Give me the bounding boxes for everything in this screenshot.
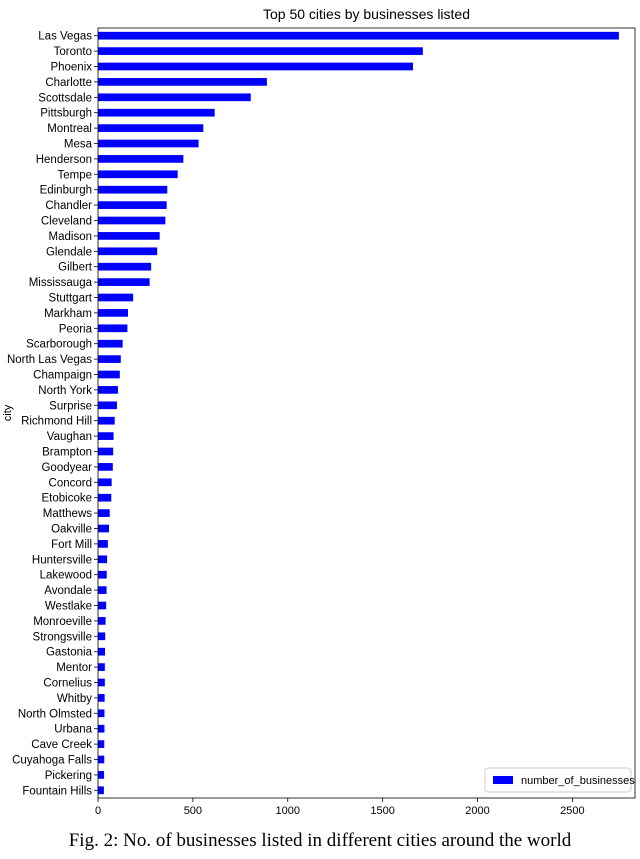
x-tick-label: 500 xyxy=(183,805,203,817)
category-label: Strongsville xyxy=(32,631,92,644)
category-label: Richmond Hill xyxy=(21,415,92,428)
category-label: Cornelius xyxy=(43,677,92,690)
x-tick-label: 2500 xyxy=(560,805,585,817)
legend-label: number_of_businesses xyxy=(521,775,635,787)
bar xyxy=(98,63,413,71)
bar xyxy=(98,509,110,517)
bar xyxy=(98,540,108,548)
category-label: Monroeville xyxy=(33,615,92,628)
category-label: Mississauga xyxy=(28,277,92,290)
category-label: Toronto xyxy=(53,46,92,59)
bar xyxy=(98,109,215,117)
category-label: Champaign xyxy=(33,369,92,382)
chart-title: Top 50 cities by businesses listed xyxy=(263,6,470,22)
category-label: Mesa xyxy=(63,138,92,151)
category-label: North Olmsted xyxy=(17,708,92,721)
category-label: Pickering xyxy=(44,769,92,782)
category-label: Matthews xyxy=(42,508,92,521)
category-label: Tempe xyxy=(57,169,92,182)
category-label: Lakewood xyxy=(39,569,92,582)
category-label: Phoenix xyxy=(50,61,92,74)
bar xyxy=(98,478,112,486)
bar xyxy=(98,555,107,563)
category-label: Gastonia xyxy=(45,646,92,659)
legend xyxy=(485,768,635,792)
category-label: Las Vegas xyxy=(38,30,92,43)
category-label: Charlotte xyxy=(45,76,92,89)
category-label: Concord xyxy=(48,477,92,490)
bar xyxy=(98,155,183,163)
bar xyxy=(98,278,150,286)
bar xyxy=(98,725,104,733)
category-label: Scarborough xyxy=(26,338,92,351)
category-label: Mentor xyxy=(56,662,92,675)
bar xyxy=(98,617,106,625)
category-label: Peoria xyxy=(58,323,92,336)
x-tick-label: 2000 xyxy=(465,805,490,817)
category-label: North York xyxy=(38,384,92,397)
bar xyxy=(98,386,118,394)
bar xyxy=(98,786,104,794)
category-label: Urbana xyxy=(54,723,92,736)
category-label: Vaughan xyxy=(46,431,92,444)
bar xyxy=(98,602,106,610)
bar xyxy=(98,709,104,717)
category-label: Scottsdale xyxy=(38,92,92,105)
category-label: Gilbert xyxy=(58,261,92,274)
x-tick-label: 1000 xyxy=(275,805,300,817)
y-axis-label: city xyxy=(2,404,14,422)
category-label: Stuttgart xyxy=(48,292,92,305)
category-label: Surprise xyxy=(49,400,92,413)
bar xyxy=(98,217,165,225)
bar xyxy=(98,32,619,40)
category-label: North Las Vegas xyxy=(6,354,92,367)
bar xyxy=(98,93,251,101)
bar xyxy=(98,201,167,209)
bar xyxy=(98,632,105,640)
bar xyxy=(98,463,113,471)
bar xyxy=(98,170,178,178)
category-label: Madison xyxy=(48,230,92,243)
bar xyxy=(98,263,151,271)
bar xyxy=(98,140,199,148)
bar xyxy=(98,309,128,317)
bar xyxy=(98,771,104,779)
bar xyxy=(98,740,104,748)
category-label: Cleveland xyxy=(40,215,92,228)
category-label: Montreal xyxy=(47,123,92,136)
legend-swatch xyxy=(493,776,513,784)
category-label: Oakville xyxy=(51,523,92,536)
bar xyxy=(98,232,160,240)
bar xyxy=(98,663,105,671)
category-label: Fountain Hills xyxy=(22,785,92,798)
category-label: Cuyahoga Falls xyxy=(12,754,92,767)
bar xyxy=(98,124,203,132)
category-label: Goodyear xyxy=(41,461,92,474)
category-label: Chandler xyxy=(45,200,92,213)
category-label: Cave Creek xyxy=(31,739,92,752)
bar xyxy=(98,401,117,409)
bar xyxy=(98,340,123,348)
plot-area xyxy=(7,28,635,817)
figure-caption: Fig. 2: No. of businesses listed in different cities around the world xyxy=(68,830,572,851)
bar xyxy=(98,371,120,379)
bar xyxy=(98,47,423,55)
bar xyxy=(98,186,167,194)
bar xyxy=(98,294,133,302)
category-label: Markham xyxy=(44,307,92,320)
bar xyxy=(98,78,267,86)
bar xyxy=(98,355,121,363)
category-label: Huntersville xyxy=(31,554,92,567)
bar xyxy=(98,448,113,456)
bar xyxy=(98,432,114,440)
bar xyxy=(98,694,105,702)
bar xyxy=(98,586,107,594)
bar xyxy=(98,324,127,332)
category-label: Westlake xyxy=(44,600,92,613)
bar xyxy=(98,494,111,502)
bar xyxy=(98,525,109,533)
category-label: Fort Mill xyxy=(51,538,92,551)
category-label: Avondale xyxy=(44,585,92,598)
x-tick-label: 1500 xyxy=(370,805,395,817)
x-tick-label: 0 xyxy=(94,805,102,817)
bar xyxy=(98,247,157,255)
category-label: Pittsburgh xyxy=(40,107,92,120)
category-label: Glendale xyxy=(45,246,92,259)
category-label: Whitby xyxy=(56,692,92,705)
category-label: Henderson xyxy=(35,153,92,166)
bar xyxy=(98,756,104,764)
category-label: Brampton xyxy=(42,446,92,459)
category-label: Edinburgh xyxy=(39,184,92,197)
bar xyxy=(98,679,105,687)
bar xyxy=(98,648,105,656)
category-label: Etobicoke xyxy=(41,492,92,505)
bar xyxy=(98,571,107,579)
bar xyxy=(98,417,115,425)
